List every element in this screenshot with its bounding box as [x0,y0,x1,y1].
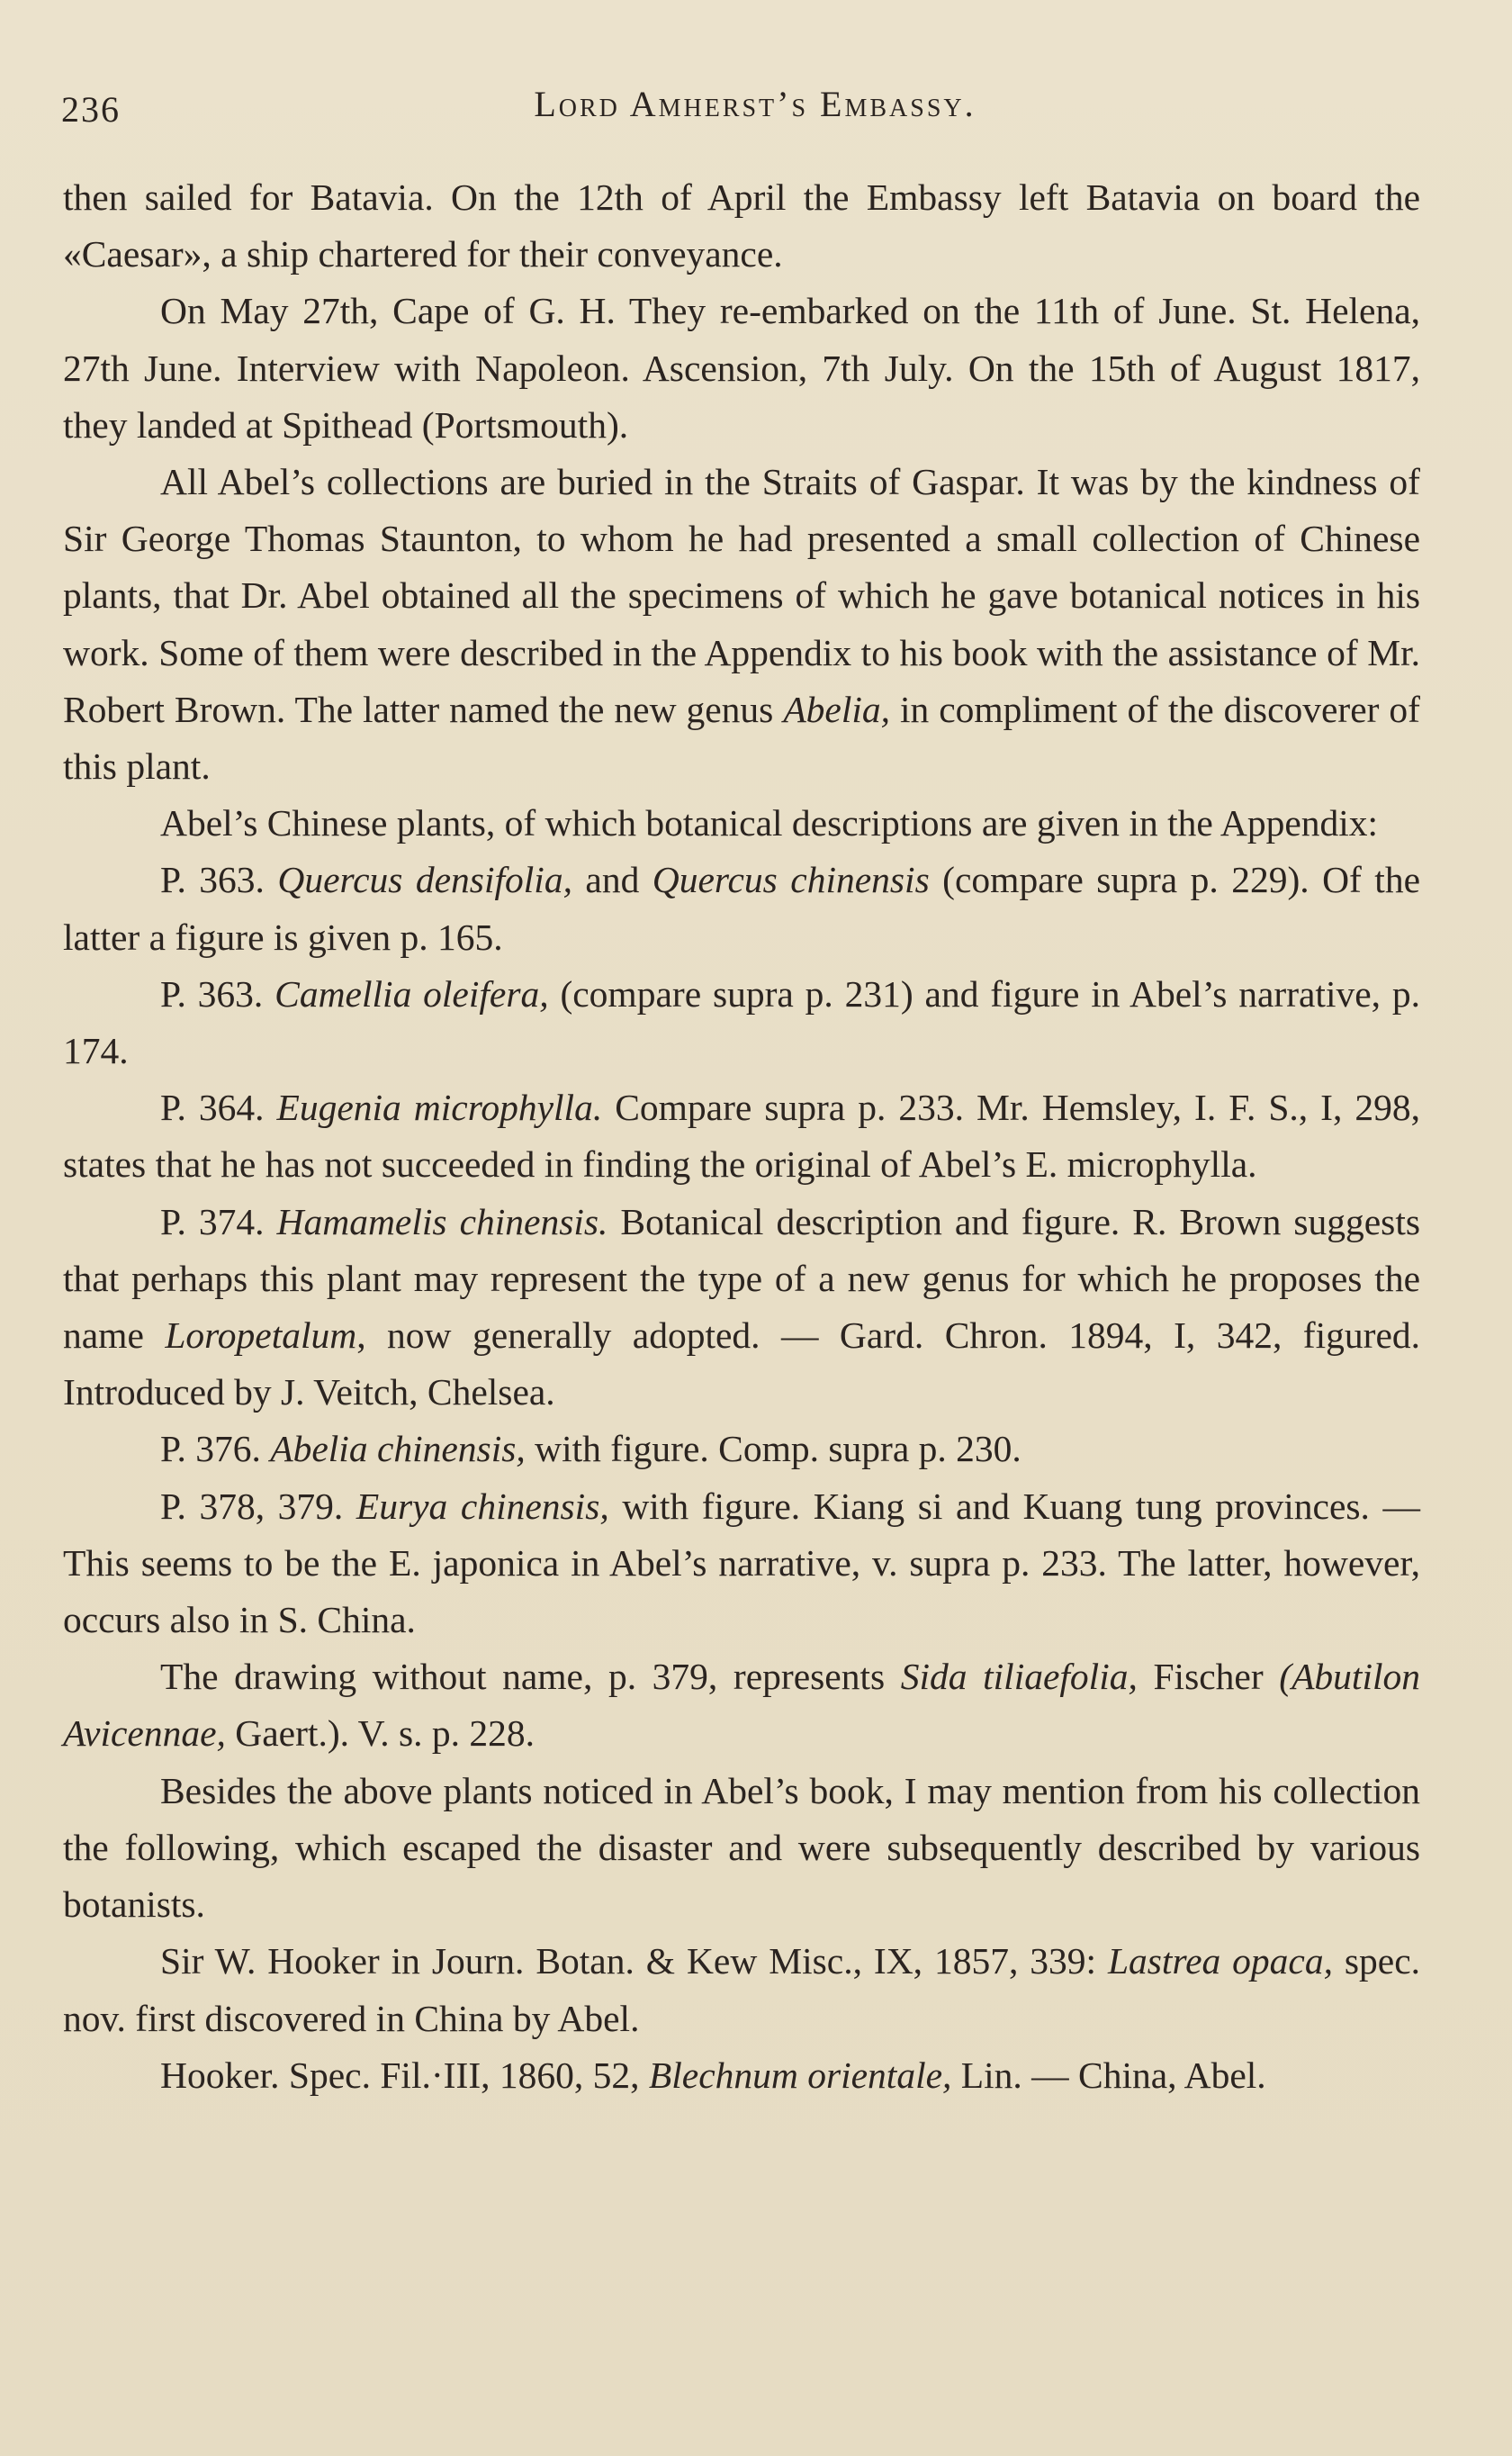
text-run: Fischer [1137,1656,1280,1698]
text-run: All Abel’s collections are buried in the Straits of Gaspar. It was by the kindness of Sir George Thomas Staunton, to whom he had presented a small collection of Chinese plants, that Dr. Abel obtained all the specimens of which he gave botanical notices in his work. Some of them were described in the Appendix to his book with the assistance of Mr. Robert Brown. The latter named the new genus [63,461,1420,730]
italic-text: Blechnum orientale, [648,2054,952,2096]
text-run: and [572,859,652,901]
paragraph [63,1421,1420,1477]
italic-text: Camellia oleifera, [274,972,549,1015]
text-run: spec. nov. first discovered in China by Abel. [63,1940,1420,2039]
text-run: P. 363. [160,859,278,901]
italic-text: Loropetalum [165,1314,357,1357]
text-run: P. 374. [160,1200,277,1242]
paragraph [63,1079,1420,1193]
italic-text: Quercus densifolia, [277,859,572,901]
text-run: Abel’s Chinese plants, of which botanical descriptions are given in the Appendix: [160,802,1379,844]
italic-text: (Abutilon Avicennae, [63,1656,1421,1755]
paragraph [63,2047,1420,2104]
running-head: Lord Amherst’s Embassy. [534,84,976,124]
paragraph [63,852,1420,965]
text-run: Sir W. Hooker in Journ. Botan. & Kew Misc., IX, 1857, 339: [160,1940,1108,1982]
paragraph [63,795,1420,852]
paragraph [63,283,1420,454]
italic-text: Eurya chinensis, [356,1485,609,1527]
text-run: Gaert.). V. s. p. 228. [225,1712,536,1755]
paragraph [63,1478,1420,1649]
text-run: P. 376. [160,1428,271,1470]
text-run: (compare supra p. 229). Of the latter a figure is given p. 165. [63,859,1421,958]
body-text [63,169,1420,2104]
italic-text: Abelia chinensis, [270,1428,526,1470]
text-run: in compliment of the discoverer of this plant. [63,688,1420,788]
italic-text: Sida tiliaefolia, [900,1656,1138,1698]
text-run: (compare supra p. 231) and figure in Abel’s narrative, p. 174. [63,972,1420,1072]
paragraph [63,1648,1420,1762]
italic-text: Quercus chinensis [652,859,930,901]
page-number: 236 [61,89,121,130]
text-run: Hooker. Spec. Fil.·III, 1860, 52, [160,2054,649,2096]
page-header [61,79,1449,133]
text-run: On May 27th, Cape of G. H. They re-embarked on the 11th of June. St. Helena, 27th June. Interview with Napoleon. Ascension, 7th July. On the 15th of August 1817, they landed at Spithead (Portsmouth). [63,290,1420,446]
italic-text: Lastrea opaca, [1107,1940,1333,1982]
text-run: Botanical description and figure. R. Brown suggests that perhaps this plant may represent the type of a new genus for which he proposes the name [63,1200,1420,1357]
text-run: with figure. Comp. supra p. 230. [525,1428,1022,1470]
italic-text: Abelia, [783,688,891,730]
paragraph [63,966,1420,1079]
text-run: P. 363. [160,972,275,1015]
paragraph [63,1194,1420,1422]
paragraph [63,1933,1420,2046]
italic-text: Hamamelis chinensis. [276,1200,608,1242]
paragraph [63,1763,1420,1934]
italic-text: Eugenia microphylla. [276,1087,603,1129]
paragraph [63,169,1420,283]
text-run: P. 378, 379. [160,1485,356,1527]
text-run: , now generally adopted. — Gard. Chron. 1894, I, 342, figured. Introduced by J. Veitch, Chelsea. [63,1314,1420,1413]
text-run: Compare supra p. 233. Mr. Hemsley, I. F. S., I, 298, states that he has not succeeded in finding the original of Abel’s E. microphylla. [63,1087,1421,1186]
text-run: The drawing without name, p. 379, represents [160,1656,901,1698]
text-run: Lin. — China, Abel. [951,2054,1266,2096]
text-run: then sailed for Batavia. On the 12th of April the Embassy left Batavia on board the «Caesar», a ship chartered for their conveyance. [63,176,1420,275]
paragraph [63,454,1420,795]
text-run: Besides the above plants noticed in Abel’s book, I may mention from his collection the following, which escaped the disaster and were subsequently described by various botanists. [63,1769,1420,1926]
text-run: with figure. Kiang si and Kuang tung provinces. — This seems to be the E. japonica in Abel’s narrative, v. supra p. 233. The latter, however, occurs also in S. China. [63,1485,1420,1641]
text-run: P. 364. [160,1087,277,1129]
